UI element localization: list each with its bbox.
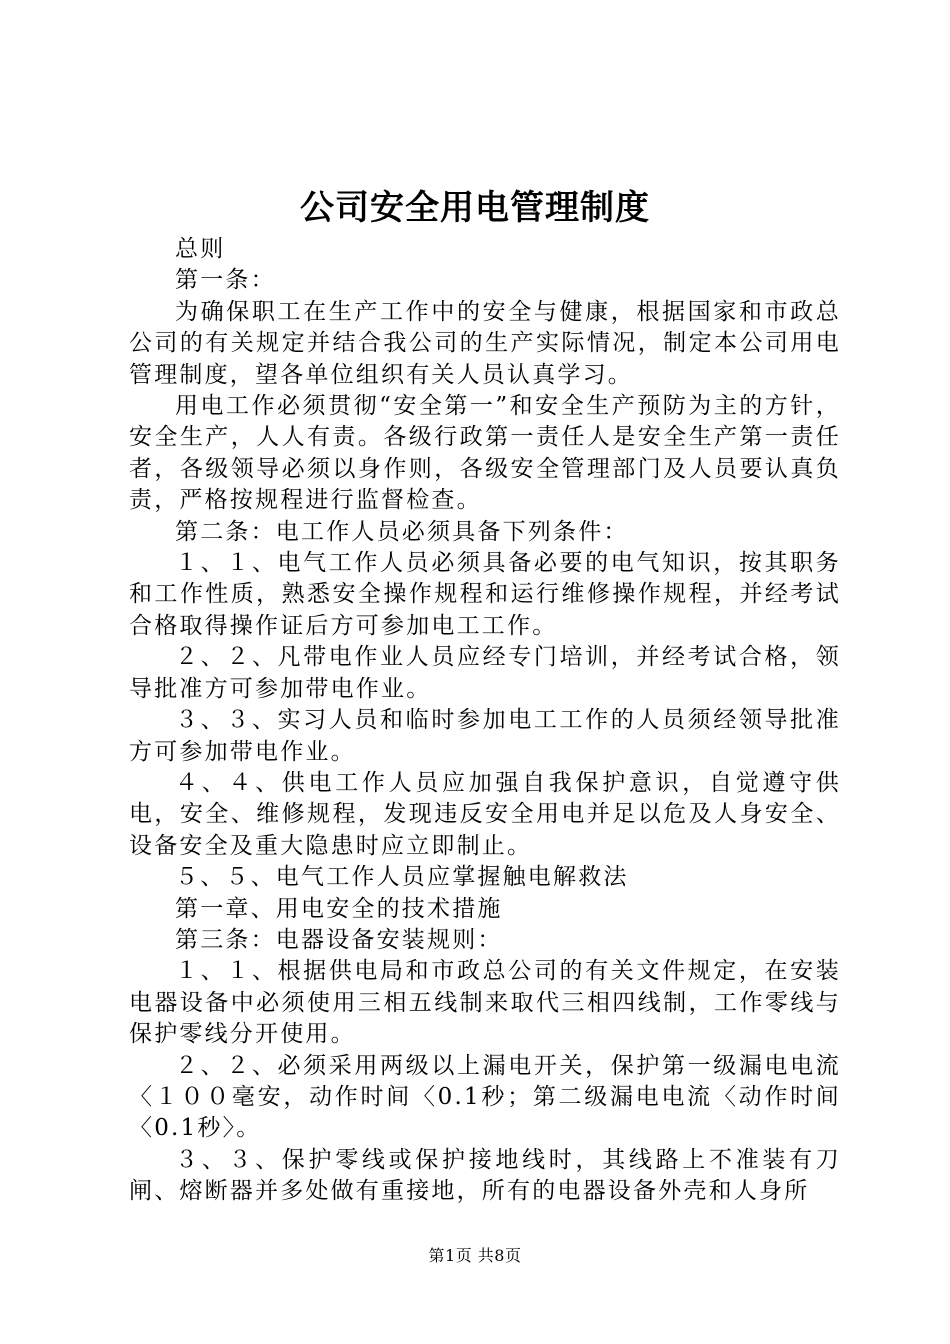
paragraph: 第三条：电器设备安装规则： bbox=[175, 926, 503, 953]
paragraph: ２、２、必须采用两级以上漏电开关，保护第一级漏电电流〈１００毫安，动作时间〈0.1秒；第二级漏电电流〈动作时间〈0.1秒〉。 bbox=[129, 1052, 841, 1142]
paragraph: 第一条： bbox=[175, 267, 276, 294]
paragraph: ５、５、电气工作人员应掌握触电解救法 bbox=[175, 864, 629, 891]
paragraph: １、１、根据供电局和市政总公司的有关文件规定，在安装电器设备中必须使用三相五线制来取代三相四线制，工作零线与保护零线分开使用。 bbox=[129, 958, 841, 1048]
document-body bbox=[129, 234, 841, 1208]
paragraph: 总则 bbox=[175, 236, 226, 262]
paragraph: ３、３、实习人员和临时参加电工工作的人员须经领导批准方可参加带电作业。 bbox=[129, 707, 841, 765]
paragraph: 第一章、用电安全的技术措施 bbox=[175, 895, 503, 922]
page-footer: 第1页 共8页 bbox=[428, 1246, 522, 1265]
paragraph: ３、３、保护零线或保护接地线时，其线路上不准装有刀闸、熔断器并多处做有重接地，所有的电器设备外壳和人身所 bbox=[129, 1146, 841, 1205]
paragraph: 为确保职工在生产工作中的安全与健康，根据国家和市政总公司的有关规定并结合我公司的生产实际情况，制定本公司用电管理制度，望各单位组织有关人员认真学习。 bbox=[129, 298, 841, 388]
paragraph: 用电工作必须贯彻“安全第一”和安全生产预防为主的方针，安全生产，人人有责。各级行政第一责任人是安全生产第一责任者，各级领导必须以身作则，各级安全管理部门及人员要认真负责，严格按规程进行监督检查。 bbox=[129, 393, 841, 514]
paragraph: １、１、电气工作人员必须具备必要的电气知识，按其职务和工作性质，熟悉安全操作规程和运行维修操作规程，并经考试合格取得操作证后方可参加电工工作。 bbox=[129, 550, 841, 639]
paragraph: 第二条：电工作人员必须具备下列条件： bbox=[175, 518, 629, 545]
document-title: 公司安全用电管理制度 bbox=[300, 188, 650, 228]
paragraph: ４、４、供电工作人员应加强自我保护意识，自觉遵守供电，安全、维修规程，发现违反安全用电并足以危及人身安全、设备安全及重大隐患时应立即制止。 bbox=[129, 769, 841, 859]
paragraph: ２、２、凡带电作业人员应经专门培训，并经考试合格，领导批准方可参加带电作业。 bbox=[129, 644, 841, 702]
